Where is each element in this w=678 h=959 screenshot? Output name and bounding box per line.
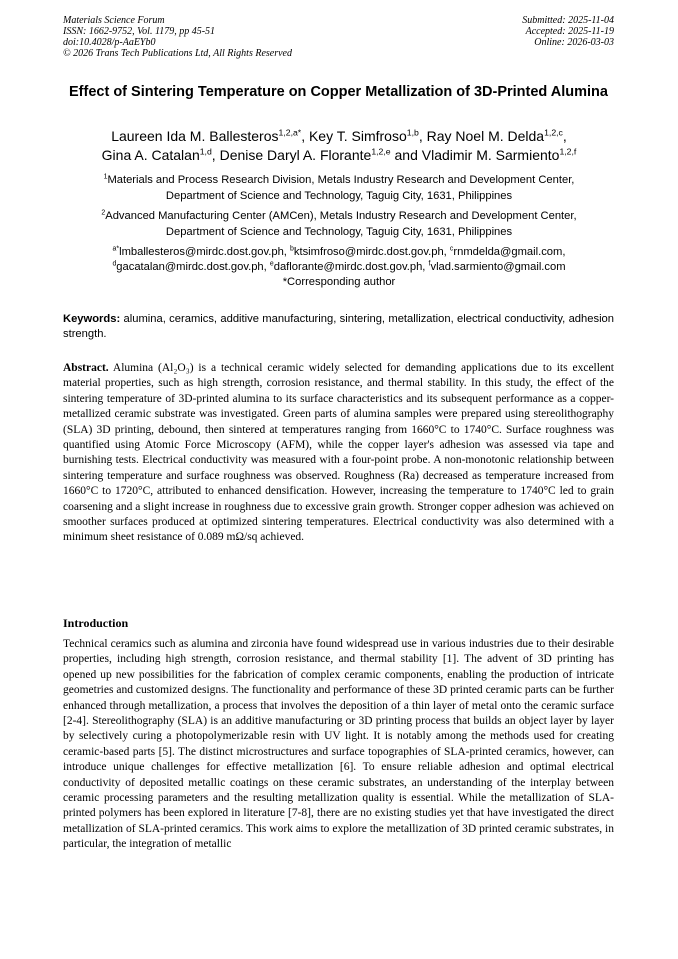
dates-header <box>522 15 614 48</box>
author: Gina A. Catalan$^{1,d}$ <box>101 146 212 163</box>
introduction-text: Technical ceramics such as alumina and zirconia have found widespread use in various industries due to their desirable properties, including high strength, corrosion resistance, and thermal stability [1]. The advent of 3D printing has opened up new possibilities for the fabrication of complex ceramic components, enabling the production of intricate geometries and customized designs. The functionality and performance of these 3D printed ceramic parts can be further enhanced through metallization, a process that involves the deposition of a thin layer of metal onto the ceramic surface [2-4]. Stereolithography (SLA) is an additive manufacturing or 3D printing process that builds an object layer by layer by selectively curing a photopolymerizable resin with UV light. It is notably among the methods used for creating ceramic-based parts [5]. The distinct microstructures and surface topographies of SLA-printed ceramics, however, can introduce unique challenges for effective metallization [6]. To ensure reliable adhesion and optimal electrical conductivity of deposited metallic coatings on these ceramic substrates, an understanding of the interplay between ceramic processing parameters and the resulting metallization quality is essential. While the metallization of SLA-printed polymers has been explored in literature [7-8], there are no existing studies yet that have investigated the direct metallization of SLA-printed ceramics. This work aims to explore the metallization of 3D printed ceramic substrates, in particular, the integration of metallic <box>63 638 614 851</box>
keywords-label: Keywords: <box>63 313 121 325</box>
email-link[interactable]: ktsimfroso@mirdc.dost.gov.ph, <box>293 246 450 258</box>
affiliation-1: $^1$Materials and Process Research Division, Metals Industry Research and Development Center, Department of Science and Technology, Taguig City, 1631, Philippines <box>103 173 575 202</box>
email-link[interactable]: gacatalan@mirdc.dost.gov.ph, <box>116 261 270 273</box>
submitted-date: Submitted: 2025-11-04 <box>522 15 614 26</box>
keywords-text: alumina, ceramics, additive manufacturing, sintering, metallization, electrical conductivity, adhesion strength. <box>63 313 614 340</box>
email-link[interactable]: lmballesteros@mirdc.dost.gov.ph, <box>119 246 291 258</box>
author: Laureen Ida M. Ballesteros$^{1,2,a*}$ <box>111 127 302 144</box>
abstract-text: Alumina (Al₂O₃) is a technical ceramic widely selected for demanding applications due to its excellent material properties, such as high strength, corrosion resistance, and thermal stability. In this study, the effect of the sintering temperature of 3D-printed alumina to its surface characteristics and its subsequent performance as a copper-metallized ceramic substrate was investigated. Green parts of alumina samples were prepared using stereolithography (SLA) 3D printing, debound, then sintered at temperatures ranging from 1660°C to 1740°C. Surface roughness was quantified using Atomic Force Microscopy (AFM), while the copper layer's adhesion was assessed via tape and burnishing tests. Electrical conductivity was measured with a four-point probe. A non-monotonic relationship between sintering temperature and surface roughness was observed. Roughness (Ra) decreased as temperature increased from 1660°C to 1720°C, attributed to enhanced densification. However, increasing the temperature to 1740°C led to grain coarsening and a slight increase in roughness due to excessive grain growth. Stronger copper adhesion was achieved on smoother surfaces produced at optimized sintering temperatures. Electrical conductivity was also determined with a minimum sheet resistance of 0.089 mΩ/sq achieved. <box>63 362 614 544</box>
journal-header <box>63 15 292 59</box>
keywords <box>63 312 614 341</box>
introduction-heading: Introduction <box>63 616 129 630</box>
email-link[interactable]: daflorante@mirdc.dost.gov.ph, <box>273 261 429 273</box>
author: Denise Daryl A. Florante$^{1,2,e}$ <box>219 146 391 163</box>
affiliation-2: $^2$Advanced Manufacturing Center (AMCen), Metals Industry Research and Development Center, Department of Science and Technology, Taguig City, 1631, Philippines <box>101 209 577 238</box>
author-emails: $^{a*}$lmballesteros@mirdc.dost.gov.ph, $^b$ktsimfroso@mirdc.dost.gov.ph, $^c$rnmdelda@gmail.com, $^d$gacatalan@mirdc.dost.gov.ph, $^e$daflorante@mirdc.dost.gov.ph, $^f$vlad.sarmiento@gmail.com *Corresponding author <box>112 245 566 288</box>
doi: doi:10.4028/p-AaEYb0 <box>63 37 156 48</box>
accepted-date: Accepted: 2025-11-19 <box>525 26 614 37</box>
email-link[interactable]: rnmdelda@gmail.com, <box>453 246 566 258</box>
abstract-label: Abstract. <box>63 362 109 374</box>
author: Key T. Simfroso$^{1,b}$ <box>308 127 419 144</box>
issn: ISSN: 1662-9752, Vol. 1179, pp 45-51 <box>63 26 216 37</box>
abstract <box>63 361 614 546</box>
author: Ray Noel M. Delda$^{1,2,c}$ <box>426 127 563 144</box>
journal-name: Materials Science Forum <box>63 15 165 26</box>
corresponding-author-note: *Corresponding author <box>282 276 396 288</box>
author: Vladimir M. Sarmiento$^{1,2,f}$ <box>421 146 577 163</box>
online-date: Online: 2026-03-03 <box>534 37 614 48</box>
author-list: Laureen Ida M. Ballesteros$^{1,2,a*}$, Key T. Simfroso$^{1,b}$, Ray Noel M. Delda$^{1,2,c}$, Gina A. Catalan$^{1,d}$, Denise Daryl A. Florante$^{1,2,e}$ and Vladimir M. Sarmiento$^{1,2,f}$ <box>101 127 577 163</box>
copyright: © 2026 Trans Tech Publications Ltd, All Rights Reserved <box>63 48 292 59</box>
paper-title: Effect of Sintering Temperature on Copper Metallization of 3D-Printed Alumina <box>69 84 608 100</box>
email-link[interactable]: vlad.sarmiento@gmail.com <box>430 261 566 273</box>
